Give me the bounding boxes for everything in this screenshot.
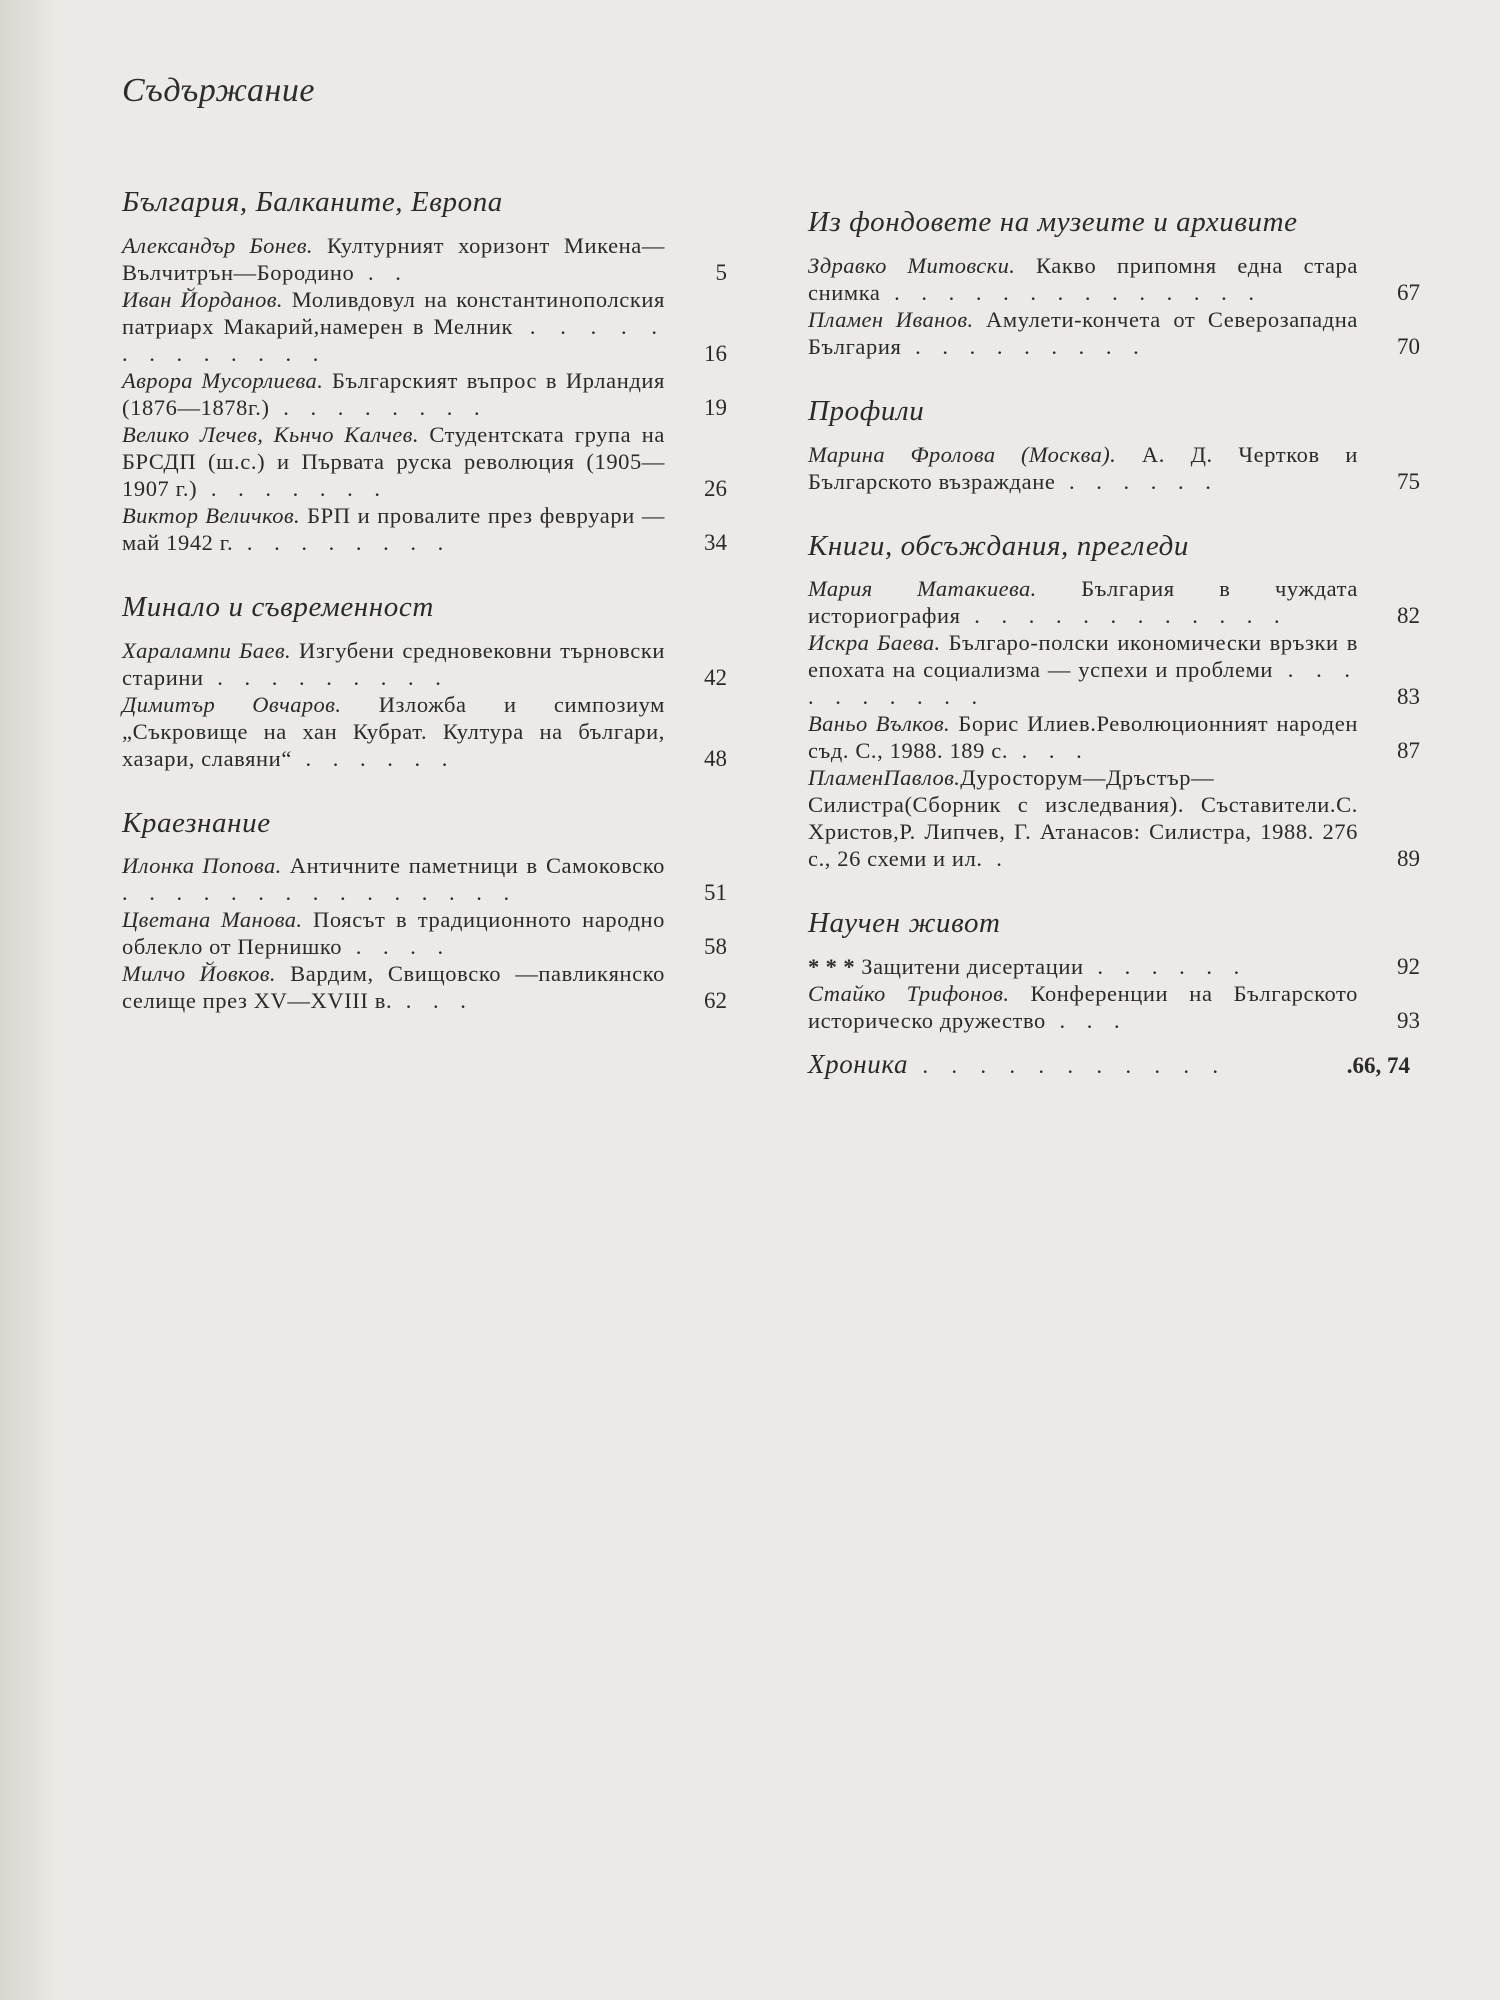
toc-entry[interactable] <box>122 852 727 906</box>
toc-entry[interactable] <box>808 980 1420 1034</box>
section-title: Краезнание <box>122 806 271 839</box>
page-number: 16 <box>704 340 727 366</box>
dot-leader: . . . . . . . . . <box>203 664 449 690</box>
section-title: Книги, обсъждания, прегледи <box>808 529 1190 562</box>
dot-leader: . . . . . . . . . . . . . <box>122 313 665 366</box>
toc-entry[interactable] <box>808 764 1420 872</box>
entry-title: Поясът в традиционното народно облекло от Пернишко <box>122 907 666 960</box>
toc-entry[interactable] <box>122 502 727 556</box>
dot-leader: . . . . . . . <box>197 475 388 501</box>
page-number: 70 <box>1397 333 1420 359</box>
section-title: Научен живот <box>808 907 1001 940</box>
dot-leader: . <box>982 846 1010 872</box>
section-profiles <box>808 394 1420 495</box>
entry-author: Иван Йорданов. <box>122 286 283 312</box>
page-number: 67 <box>1397 279 1420 305</box>
section-title: Минало и съвременност <box>122 590 434 623</box>
entry-author: Димитър Овчаров. <box>122 691 342 717</box>
toc-entry[interactable] <box>122 421 727 502</box>
entry-title: Какво припомня една стара снимка <box>808 252 1358 305</box>
toc-entry[interactable] <box>808 575 1420 629</box>
dot-leader: . . . . <box>342 934 452 960</box>
toc-entry[interactable] <box>808 710 1420 764</box>
entry-title: Българският въпрос в Ирландия (1876—1878г.) <box>122 367 665 420</box>
page-number: 75 <box>1397 468 1420 494</box>
page-number: 26 <box>704 475 727 501</box>
toc-entry[interactable] <box>122 286 727 367</box>
section-scientific-life <box>808 906 1420 1034</box>
toc-right-column <box>808 205 1420 1082</box>
toc-entry[interactable] <box>808 441 1420 495</box>
page-number: 19 <box>704 394 727 420</box>
entry-title: БРП и провалите през февруари — май 1942 г. <box>122 502 665 555</box>
entry-author: Аврора Мусорлиева. <box>122 367 324 393</box>
section-bulgaria-balkans-europe <box>122 185 727 556</box>
entry-title: Изложба и симпозиум „Съкровище на хан Кубрат. Култура на българи, хазари, славяни“ <box>122 691 665 771</box>
page-number: 48 <box>704 745 727 771</box>
section-books-reviews <box>808 529 1420 873</box>
toc-left-column <box>122 185 727 1048</box>
section-museum-archives <box>808 205 1420 360</box>
page-number: 89 <box>1397 846 1420 872</box>
toc-entry[interactable] <box>122 960 727 1014</box>
page-number: 93 <box>1397 1008 1420 1034</box>
entry-title: Амулети-кончета от Северозападна България <box>808 306 1358 359</box>
toc-entry[interactable] <box>808 306 1420 360</box>
chronicle-title: Хроника <box>808 1049 909 1080</box>
entry-author: Милчо Йовков. <box>122 961 276 987</box>
dot-leader: . . . <box>1045 1008 1128 1034</box>
page-number: 42 <box>704 664 727 690</box>
page-number: 34 <box>704 529 727 555</box>
page-edge-shadow <box>0 0 60 2000</box>
page-number: .66, 74 <box>1346 1053 1410 1079</box>
entry-author: Харалампи Баев. <box>122 637 292 663</box>
toc-entry[interactable] <box>122 637 727 691</box>
entry-title: Защитени дисертации <box>855 954 1084 980</box>
entry-title: Културният хоризонт Микена—Вълчитрън—Бородино <box>122 232 665 285</box>
toc-entry[interactable] <box>122 906 727 960</box>
dot-leader: . . . . . . . . . . . . . . <box>880 279 1262 305</box>
dot-leader: . . . . . . . . . . . . . . . <box>122 880 518 906</box>
toc-entry[interactable] <box>122 367 727 421</box>
entry-author: Илонка Попова. <box>122 853 282 879</box>
entry-author: Мария Матакиева. <box>808 576 1037 602</box>
entry-title: Конференции на Българското историческо дружество <box>808 981 1358 1034</box>
entry-title: Изгубени средновековни търновски старини <box>122 637 666 690</box>
dot-leader: . . . . . . <box>291 745 456 771</box>
dot-leader: . . . . . . . . . . . . <box>960 603 1288 629</box>
section-title: Из фондовете на музеите и архивите <box>808 206 1298 238</box>
toc-entry[interactable] <box>122 232 727 286</box>
toc-entry[interactable] <box>808 953 1420 980</box>
entry-title: Студентската група на БРСДП (ш.с.) и Първата руска революция (1905—1907 г.) <box>122 421 665 501</box>
dot-leader: . . . <box>392 988 474 1014</box>
dot-leader: . . . . . . . . . . <box>808 657 1358 710</box>
page-number: 62 <box>704 988 727 1014</box>
dot-leader: . . . . . . <box>1055 468 1219 494</box>
page-number: 83 <box>1397 684 1420 710</box>
entry-author: Ваньо Вълков. <box>808 711 951 737</box>
entry-author: * * * <box>808 954 855 980</box>
dot-leader: . . . . . . . . . . . <box>908 1053 1228 1079</box>
entry-title: България в чуждата историография <box>808 576 1358 629</box>
toc-entry-chronicle[interactable] <box>808 1048 1420 1082</box>
page-number: 58 <box>704 934 727 960</box>
entry-author: Виктор Величков. <box>122 502 301 528</box>
entry-title: Вардим, Свищовско —павликянско селище през XV—XVIII в. <box>122 961 665 1014</box>
entry-author: Александър Бонев. <box>122 232 313 258</box>
section-past-and-present <box>122 590 727 772</box>
entry-author: Здравко Митовски. <box>808 252 1016 278</box>
section-local-studies <box>122 806 727 1015</box>
entry-author: Стайко Трифонов. <box>808 981 1010 1007</box>
page-number: 82 <box>1397 603 1420 629</box>
toc-entry[interactable] <box>808 252 1420 306</box>
entry-author: Цветана Манова. <box>122 907 303 933</box>
entry-author: Пламен Иванов. <box>808 306 974 332</box>
toc-entry[interactable] <box>122 691 727 772</box>
dot-leader: . . <box>354 259 409 285</box>
dot-leader: . . . . . . . . <box>269 394 488 420</box>
entry-author: Велико Лечев, Кьнчо Калчев. <box>122 421 419 447</box>
page-title: Съдържание <box>122 72 316 109</box>
entry-title: Българо-полски икономически връзки в епохата на социализма — успехи и проблеми <box>808 630 1358 683</box>
dot-leader: . . . <box>1008 738 1090 764</box>
page-number: 87 <box>1397 738 1420 764</box>
toc-entry[interactable] <box>808 629 1420 710</box>
section-title: България, Балканите, Европа <box>122 186 503 218</box>
entry-author: ПламенПавлов. <box>808 765 961 791</box>
dot-leader: . . . . . . . . <box>233 529 452 555</box>
dot-leader: . . . . . . <box>1083 954 1248 980</box>
entry-title: Античните паметници в Самоковско <box>281 853 665 879</box>
page-number: 92 <box>1397 954 1420 980</box>
page-number: 5 <box>715 259 727 285</box>
page-number: 51 <box>704 880 727 906</box>
entry-title: А. Д. Чертков и Българското възраждане <box>808 441 1358 494</box>
dot-leader: . . . . . . . . . <box>901 333 1147 359</box>
entry-title: Моливдовул на константинополския патриарх Макарий,намерен в Мелник <box>122 286 666 339</box>
section-title: Профили <box>808 394 925 427</box>
entry-title: Дуросторум—Дръстър—Силистра(Сборник с изследвания). Съставители.С. Христов,Р. Липчев, Г. Атанасов: Силистра, 1988. 276 с., 26 схеми и ил. <box>808 765 1358 872</box>
entry-author: Искра Баева. <box>808 630 941 656</box>
entry-title: Борис Илиев.Революционният народен съд. С., 1988. 189 с. <box>808 711 1358 764</box>
entry-author: Марина Фролова (Москва). <box>808 441 1117 467</box>
